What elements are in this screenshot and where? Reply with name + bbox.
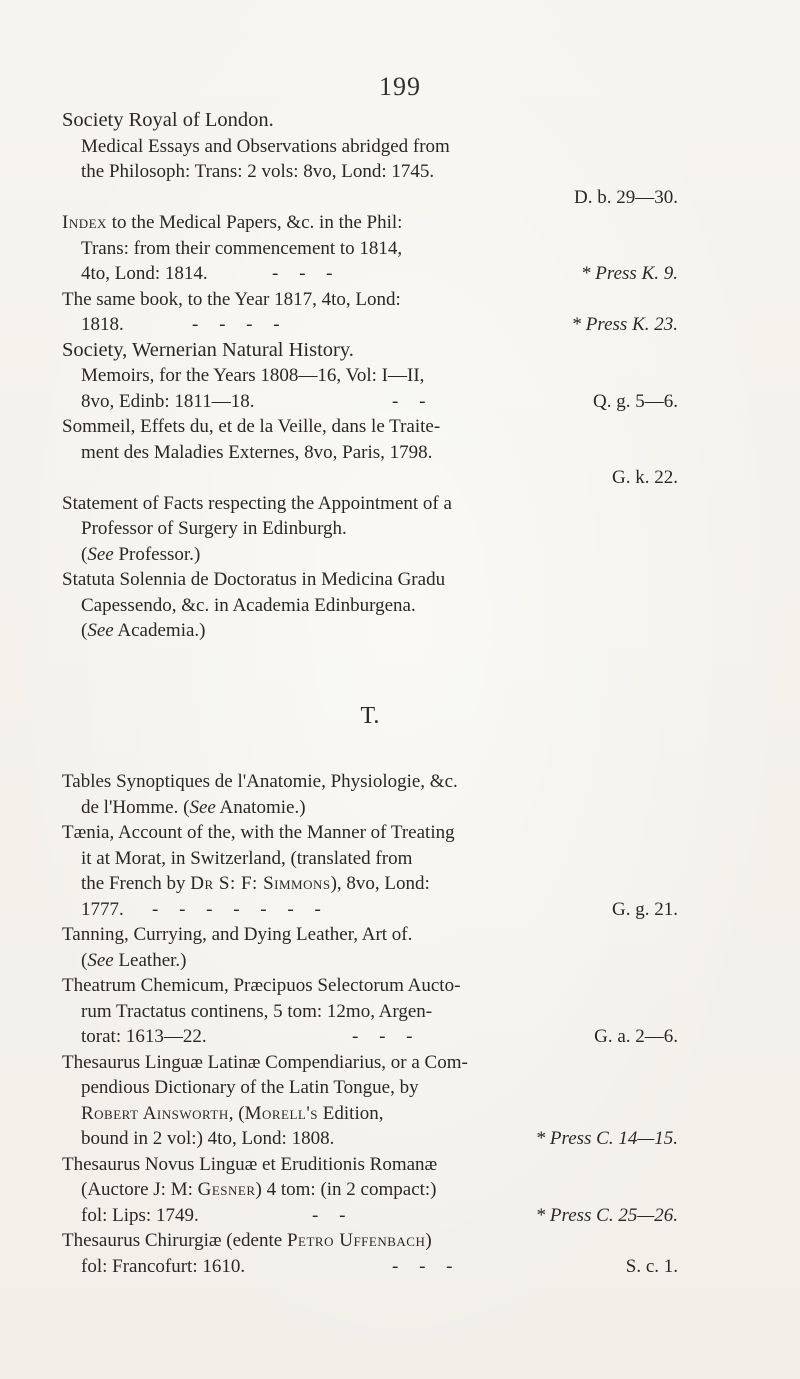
entry-line: the Philosoph: Trans: 2 vols: 8vo, Lond: 1745. (81, 161, 435, 182)
spacer (62, 729, 678, 769)
editor-name: Morell's (244, 1102, 319, 1124)
entry-line: Capessendo, &c. in Academia Edinburgena. (81, 594, 416, 616)
entry-line (62, 185, 678, 211)
entry-line: The same book, to the Year 1817, 4to, Lond: (62, 288, 401, 310)
entry-line: fol: Francofurt: 1610. - - - S. c. 1. (62, 1254, 678, 1280)
author-name: Gesner (197, 1179, 256, 1200)
leader-dashes: - - (312, 1204, 354, 1226)
entry-line: Trans: from their commencement to 1814, (81, 237, 403, 259)
entry-line: ment des Maladies Externes, 8vo, Paris, 1798. (81, 441, 433, 463)
author-name: Robert Ainsworth (81, 1102, 229, 1124)
entry-line: (See Leather.) (81, 949, 187, 971)
entry-line: Medical Essays and Observations abridged from (81, 135, 450, 157)
leader-dashes: - - - - (192, 314, 288, 335)
entry-line: 8vo, Edinb: 1811—18. - - Q. g. 5—6. (62, 389, 678, 415)
entry-lead: Index (62, 212, 107, 233)
entry-line: Tænia, Account of the, with the Manner of Treating (62, 822, 455, 843)
entry-line: Theatrum Chemicum, Præcipuos Selectorum Aucto- (62, 975, 461, 996)
entry-line: Robert Ainsworth, (Morell's Edition, (81, 1102, 384, 1124)
entry-line (62, 465, 678, 491)
shelf-mark: G. k. 22. (612, 467, 678, 488)
entry-heading-society-wernerian: Society, Wernerian Natural History. (62, 338, 354, 361)
see-reference: See (189, 796, 216, 818)
entry-line: (See Professor.) (81, 543, 201, 565)
shelf-mark: S. c. 1. (625, 1255, 678, 1277)
author-name: Dr S: F: Simmons (190, 873, 331, 894)
entry-line: Thesaurus Chirurgiæ (edente Petro Uffenbach) (62, 1230, 432, 1251)
entry-line: pendious Dictionary of the Latin Tongue, by (81, 1077, 419, 1098)
entry-line: Sommeil, Effets du, et de la Veille, dans le Traite- (62, 416, 441, 437)
entry-line: the French by Dr S: F: Simmons), 8vo, Lond: (81, 873, 430, 894)
entry-line: (See Academia.) (81, 620, 206, 641)
entry-line: Statement of Facts respecting the Appointment of a (62, 492, 452, 514)
see-reference: See (87, 543, 114, 565)
shelf-mark: D. b. 29—30. (574, 186, 678, 208)
leader-dashes: - - (392, 390, 434, 412)
entry-line: Statuta Solennia de Doctoratus in Medicina Gradu (62, 569, 446, 590)
shelf-mark: G. a. 2—6. (594, 1026, 678, 1047)
shelf-mark: * Press K. 9. (581, 263, 678, 284)
entry-line: Thesaurus Linguæ Latinæ Compendiarius, or a Com- (62, 1051, 468, 1073)
entry-line: torat: 1613—22. - - - G. a. 2—6. (62, 1024, 678, 1050)
entry-line: 1777. - - - - - - - G. g. 21. (62, 897, 678, 923)
entry-line: rum Tractatus continens, 5 tom: 12mo, Argen- (81, 1000, 433, 1022)
section-letter-t: T. (360, 702, 380, 729)
entry-line: Memoirs, for the Years 1808—16, Vol: I—II, (81, 365, 425, 386)
entry-line: 1818. - - - - * Press K. 23. (62, 312, 678, 338)
leader-dashes: - - - (392, 1255, 461, 1277)
entry-line: Index to the Medical Papers, &c. in the Phil: (62, 212, 403, 233)
entry-line: bound in 2 vol:) 4to, Lond: 1808. * Press C. 14—15. (62, 1126, 678, 1152)
editor-name: Petro Uffenbach (286, 1230, 426, 1251)
leader-dashes: - - - (352, 1026, 421, 1047)
leader-dashes: - - - - - - - (152, 898, 329, 920)
catalogue-text (62, 108, 678, 1279)
entry-line: it at Morat, in Switzerland, (translated from (81, 847, 413, 869)
entry-line: 4to, Lond: 1814. - - - * Press K. 9. (62, 261, 678, 287)
page-number: 199 (379, 72, 421, 101)
entry-line: Tanning, Currying, and Dying Leather, Art of. (62, 924, 413, 945)
shelf-mark: * Press C. 14—15. (535, 1128, 678, 1149)
entry-line: (Auctore J: M: Gesner) 4 tom: (in 2 compact:) (81, 1179, 437, 1200)
shelf-mark: * Press K. 23. (571, 314, 678, 335)
shelf-mark: Q. g. 5—6. (593, 390, 678, 412)
shelf-mark: * Press C. 25—26. (535, 1204, 678, 1226)
entry-line: fol: Lips: 1749. - - * Press C. 25—26. (62, 1203, 678, 1229)
entry-line: de l'Homme. (See Anatomie.) (81, 796, 306, 818)
entry-line: Professor of Surgery in Edinburgh. (81, 518, 347, 539)
see-reference: See (87, 620, 114, 641)
see-reference: See (87, 949, 114, 971)
entry-line: Thesaurus Novus Linguæ et Eruditionis Romanæ (62, 1153, 438, 1175)
entry-line: Tables Synoptiques de l'Anatomie, Physiologie, &c. (62, 771, 458, 792)
spacer (62, 644, 678, 704)
entry-heading-society-royal: Society Royal of London. (62, 109, 274, 131)
shelf-mark: G. g. 21. (612, 898, 678, 920)
leader-dashes: - - - (272, 263, 341, 284)
